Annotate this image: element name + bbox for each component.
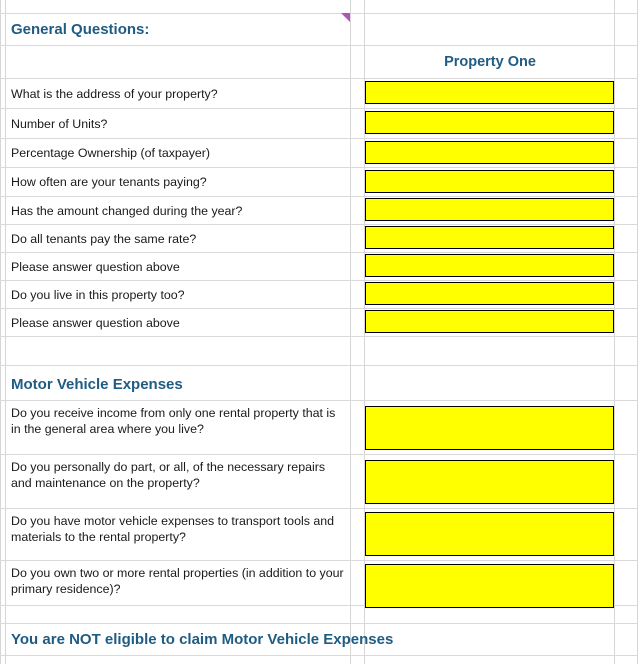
answer-field-property-one[interactable]	[365, 282, 614, 305]
question-label: Do you live in this property too?	[11, 287, 185, 302]
gridline-horizontal	[0, 508, 638, 509]
question-label: How often are your tenants paying?	[11, 175, 207, 189]
eligibility-message: You are NOT eligible to claim Motor Vehicle Expenses	[11, 631, 394, 648]
question-label: Do you own two or more rental properties (in addition to your primary residence)?	[11, 566, 344, 596]
question-label: Percentage Ownership (of taxpayer)	[11, 146, 211, 160]
answer-field-property-one[interactable]	[365, 198, 614, 221]
answer-field-property-one[interactable]	[365, 564, 614, 608]
question-label: Has the amount changed during the year?	[11, 203, 243, 218]
gridline-horizontal	[0, 454, 638, 455]
question-label: Do you receive income from only one rental property that is in the general area where you live?	[11, 406, 336, 436]
answer-field-property-one[interactable]	[365, 460, 614, 504]
gridline-horizontal	[0, 45, 638, 46]
answer-field-property-one[interactable]	[365, 81, 614, 104]
answer-field-property-one[interactable]	[365, 406, 614, 450]
gridline-horizontal	[0, 336, 638, 337]
gridline-vertical	[350, 0, 351, 664]
gridline-horizontal	[0, 655, 638, 656]
question-label: Do you personally do part, or all, of the necessary repairs and maintenance on the property?	[11, 460, 326, 490]
gridline-vertical	[614, 0, 615, 664]
gridline-horizontal	[0, 13, 638, 14]
question-label: Do all tenants pay the same rate?	[11, 231, 197, 246]
question-label: Do you have motor vehicle expenses to transport tools and materials to the rental property?	[11, 514, 335, 544]
section-heading-motor-vehicle-expenses: Motor Vehicle Expenses	[11, 376, 183, 393]
answer-field-property-one[interactable]	[365, 111, 614, 134]
answer-field-property-one[interactable]	[365, 226, 614, 249]
gridline-horizontal	[0, 400, 638, 401]
gridline-horizontal	[0, 365, 638, 366]
column-header-property-one: Property One	[444, 54, 536, 70]
gridline-vertical	[0, 0, 1, 664]
question-label: Number of Units?	[11, 116, 108, 131]
section-heading-general-questions: General Questions:	[11, 20, 150, 38]
gridline-horizontal	[0, 623, 638, 624]
answer-field-property-one[interactable]	[365, 141, 614, 164]
gridline-horizontal	[0, 560, 638, 561]
question-label: Please answer question above	[11, 259, 180, 274]
question-label: Please answer question above	[11, 315, 180, 330]
answer-field-property-one[interactable]	[365, 254, 614, 277]
answer-field-property-one[interactable]	[365, 170, 614, 193]
answer-field-property-one[interactable]	[365, 310, 614, 333]
question-label: What is the address of your property?	[11, 86, 218, 101]
answer-field-property-one[interactable]	[365, 512, 614, 556]
